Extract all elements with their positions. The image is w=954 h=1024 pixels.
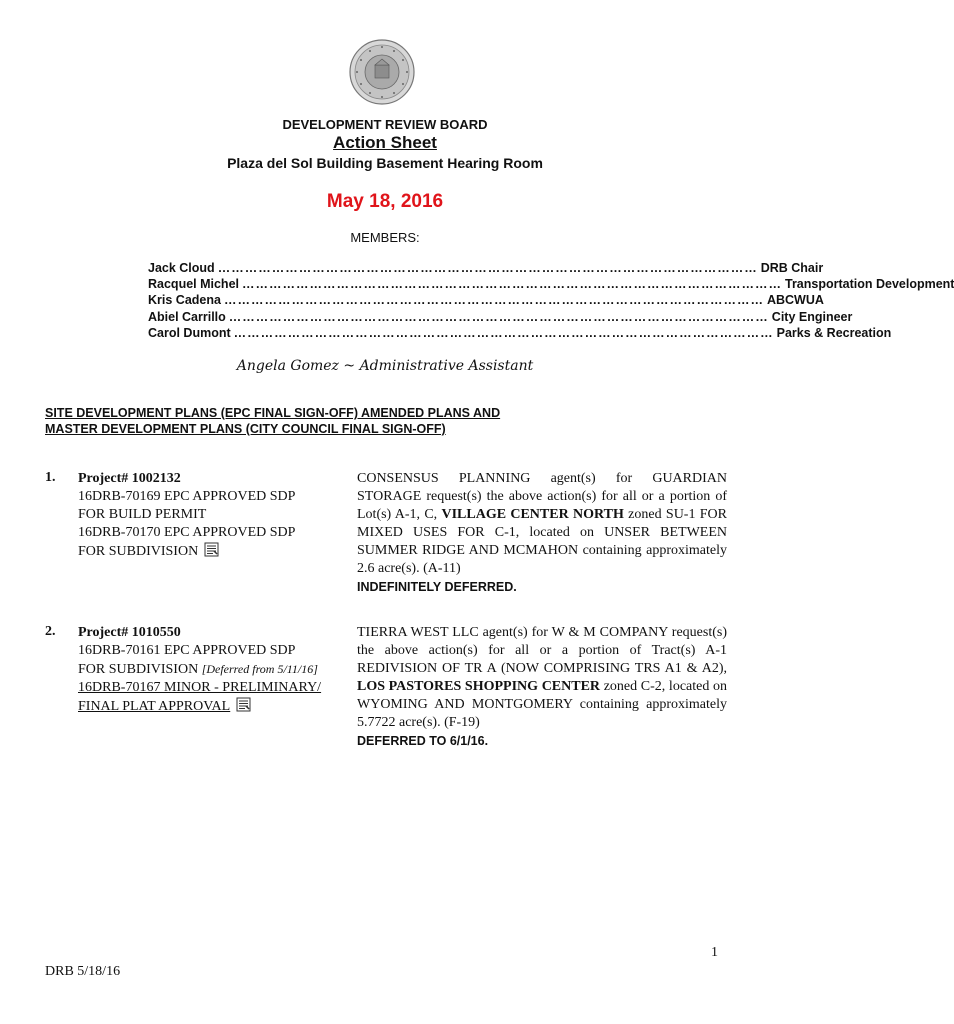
- board-name: DEVELOPMENT REVIEW BOARD: [282, 117, 488, 132]
- document-link-icon[interactable]: [236, 697, 251, 712]
- administrative-assistant: Angela Gomez ~ Administrative Assistant: [236, 358, 534, 374]
- member-name: Kris Cadena: [148, 293, 221, 307]
- item-number: 2.: [45, 624, 56, 639]
- leader-dots: …………………………………………………………………………………………………………: [217, 261, 758, 275]
- leader-dots: …………………………………………………………………………………………………………: [228, 310, 769, 324]
- description-text: zoned SU-1 FOR MIXED USES FOR C-1, located on UNSER BETWEEN SUMMER RIDGE AND MCMAHON containing approximately 2.6 acre(s). (A-11): [357, 507, 728, 576]
- document-link-icon[interactable]: [204, 542, 219, 557]
- item-details: [78, 470, 353, 561]
- meeting-date: May 18, 2016: [326, 191, 444, 212]
- case-line: FINAL PLAT APPROVAL: [78, 699, 231, 714]
- member-name: Jack Cloud: [148, 261, 215, 275]
- member-name: Racquel Michel: [148, 277, 239, 291]
- members-label: MEMBERS:: [350, 230, 420, 245]
- item-number: 1.: [45, 470, 56, 485]
- case-line: FOR BUILD PERMIT: [78, 507, 207, 522]
- member-role: DRB Chair: [760, 261, 824, 275]
- city-seal-logo: [349, 39, 415, 105]
- member-row: [148, 277, 954, 293]
- member-role: ABCWUA: [766, 293, 824, 307]
- member-row: [148, 310, 853, 326]
- item-details: [78, 624, 353, 716]
- item-description: [357, 624, 727, 750]
- case-line: FOR SUBDIVISION: [78, 544, 199, 559]
- member-row: [148, 293, 824, 309]
- case-line: 16DRB-70170 EPC APPROVED SDP: [78, 525, 296, 540]
- case-line: 16DRB-70169 EPC APPROVED SDP: [78, 489, 296, 504]
- action-status: DEFERRED TO 6/1/16.: [357, 734, 489, 748]
- page-title: Action Sheet: [333, 133, 437, 152]
- case-line: 16DRB-70161 EPC APPROVED SDP: [78, 643, 296, 658]
- member-name: Abiel Carrillo: [148, 310, 226, 324]
- hearing-location: Plaza del Sol Building Basement Hearing Room: [227, 155, 543, 171]
- member-row: [148, 261, 824, 277]
- case-line: FOR SUBDIVISION: [78, 662, 199, 677]
- member-role: Parks & Recreation: [776, 326, 892, 340]
- project-name: LOS PASTORES SHOPPING CENTER: [357, 679, 601, 694]
- section-heading-line-2: MASTER DEVELOPMENT PLANS (CITY COUNCIL FINAL SIGN-OFF): [45, 422, 446, 436]
- member-role: City Engineer: [771, 310, 853, 324]
- deferral-note: [Deferred from 5/11/16]: [201, 662, 318, 676]
- project-name: VILLAGE CENTER NORTH: [441, 507, 624, 522]
- leader-dots: …………………………………………………………………………………………………………: [233, 326, 774, 340]
- leader-dots: …………………………………………………………………………………………………………: [242, 277, 782, 291]
- member-row: [148, 326, 892, 342]
- action-status: INDEFINITELY DEFERRED.: [357, 580, 517, 594]
- section-heading-line-1: SITE DEVELOPMENT PLANS (EPC FINAL SIGN-OFF) AMENDED PLANS AND: [45, 406, 501, 420]
- footer-label: DRB 5/18/16: [45, 964, 121, 979]
- case-line: 16DRB-70167 MINOR - PRELIMINARY/: [78, 680, 322, 695]
- description-text: zoned C-2, located on WYOMING AND MONTGOMERY containing approximately 5.7722 acre(s). (F-19): [357, 679, 728, 730]
- member-name: Carol Dumont: [148, 326, 231, 340]
- project-number: Project# 1002132: [78, 471, 181, 486]
- leader-dots: …………………………………………………………………………………………………………: [223, 293, 764, 307]
- item-description: [357, 470, 727, 596]
- page-number: 1: [711, 945, 718, 960]
- description-text: TIERRA WEST LLC agent(s) for W & M COMPANY request(s) the above action(s) for all or a portion of Tract(s) A-1 REDIVISION OF TR A (NOW COMPRISING TRS A1 & A2),: [357, 625, 727, 676]
- project-number: Project# 1010550: [78, 625, 181, 640]
- section-heading: [45, 405, 605, 437]
- member-role: Transportation Development: [785, 277, 954, 291]
- description-text: CONSENSUS PLANNING agent(s) for GUARDIAN STORAGE request(s) the above action(s) for all or a portion of Lot(s) A-1, C,: [357, 471, 727, 522]
